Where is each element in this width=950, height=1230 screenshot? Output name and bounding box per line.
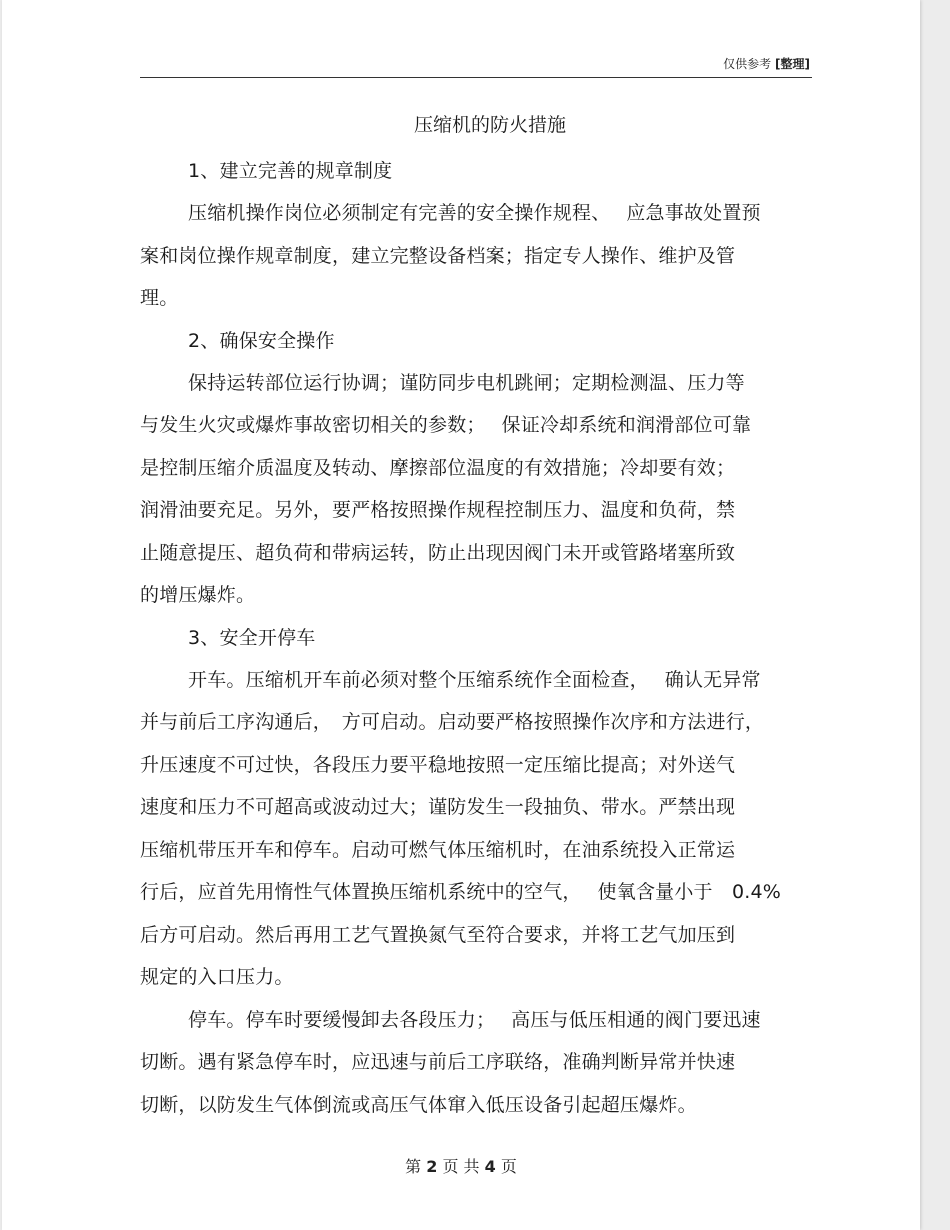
document-body: [140, 113, 820, 1126]
document-title: 压缩机的防火措施: [413, 114, 566, 136]
text-line: 与发生火灾或爆炸事故密切相关的参数； 保证冷却系统和润滑部位可靠: [140, 414, 752, 436]
text-line: 开车。压缩机开车前必须对整个压缩系统作全面检查， 确认无异常: [188, 668, 761, 691]
header-divider: [140, 77, 812, 78]
text-line: 润滑油要充足。另外，要严格按照操作规程控制压力、温度和负荷，禁: [140, 499, 736, 521]
header-tag: [整理]: [775, 57, 810, 71]
page-footer: [2, 1154, 920, 1177]
section-heading: 2、确保安全操作: [188, 329, 335, 352]
footer-current-page: 2: [426, 1157, 438, 1176]
text-line: 切断。遇有紧急停车时，应迅速与前后工序联络，准确判断异常并快速: [140, 1051, 736, 1073]
text-line: 并与前后工序沟通后， 方可启动。启动要严格按照操作次序和方法进行，: [140, 711, 765, 733]
text-line: 理。: [140, 287, 179, 309]
footer-prefix: 第: [405, 1157, 422, 1176]
document-page: [2, 0, 920, 1230]
section-heading: 3、安全开停车: [188, 626, 316, 649]
text-line: 案和岗位操作规章制度，建立完整设备档案；指定专人操作、维护及管: [140, 244, 736, 267]
text-line: 止随意提压、超负荷和带病运转，防止出现因阀门未开或管路堵塞所致: [140, 541, 736, 564]
header-note: 仅供参考: [723, 57, 772, 71]
footer-middle: 页 共: [442, 1157, 480, 1176]
text-line: 切断，以防发生气体倒流或高压气体窜入低压设备引起超压爆炸。: [140, 1093, 697, 1116]
section-heading: 1、建立完善的规章制度: [188, 160, 393, 182]
page-header: [723, 55, 810, 72]
text-line: 压缩机操作岗位必须制定有完善的安全操作规程、 应急事故处置预: [188, 202, 761, 224]
text-line: 升压速度不可过快，各段压力要平稳地按照一定压缩比提高；对外送气: [140, 753, 736, 776]
text-line: 行后，应首先用惰性气体置换压缩机系统中的空气， 使氧含量小于 0.4%: [140, 881, 782, 903]
text-line: 是控制压缩介质温度及转动、摩擦部位温度的有效措施；冷却要有效；: [140, 456, 736, 479]
paragraph-lines: [140, 150, 820, 1126]
text-line: 停车。停车时要缓慢卸去各段压力； 高压与低压相通的阀门要迅速: [188, 1008, 761, 1031]
text-line: 后方可启动。然后再用工艺气置换氮气至符合要求，并将工艺气加压到: [140, 923, 736, 946]
text-line: 速度和压力不可超高或波动过大；谨防发生一段抽负、带水。严禁出现: [140, 796, 736, 818]
footer-total-pages: 4: [484, 1157, 496, 1176]
text-line: 保持运转部位运行协调；谨防同步电机跳闸；定期检测温、压力等: [188, 371, 745, 394]
text-line: 规定的入口压力。: [140, 966, 294, 988]
text-line: 压缩机带压开车和停车。启动可燃气体压缩机时，在油系统投入正常运: [140, 838, 736, 861]
footer-suffix: 页: [500, 1157, 517, 1176]
text-line: 的增压爆炸。: [140, 584, 256, 606]
